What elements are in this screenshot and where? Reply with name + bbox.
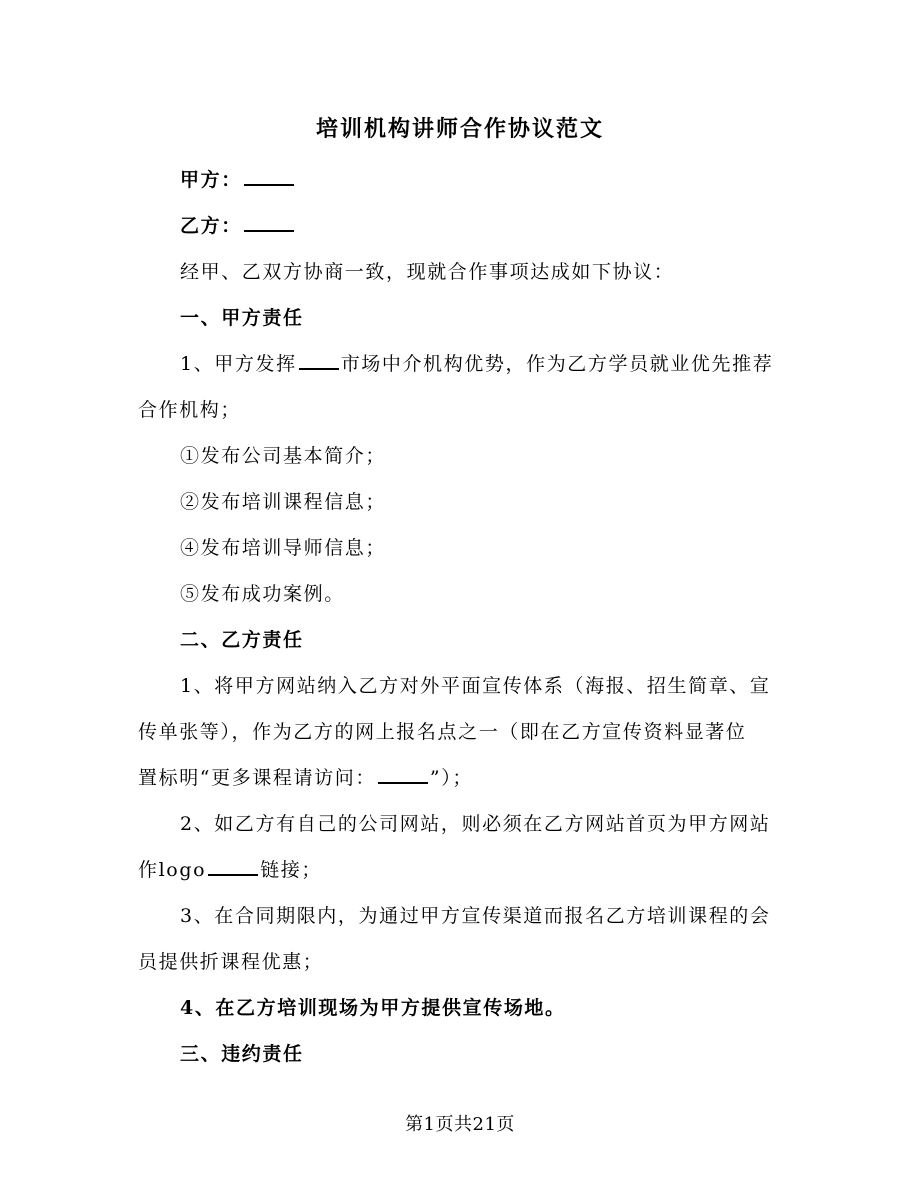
party-b-line <box>180 212 788 240</box>
s2-item2-line1: 2、如乙方有自己的公司网站，则必须在乙方网站首页为甲方网站 <box>180 813 771 835</box>
party-b-blank <box>244 212 294 232</box>
s2-item2-blank <box>208 856 258 876</box>
s1-sub-item-1: ①发布公司基本简介； <box>180 445 387 467</box>
s2-item2-text-a: 作logo <box>138 859 207 881</box>
s1-item1-text-b: 市场中介机构优势，作为乙方学员就业优先推荐 <box>340 353 774 375</box>
s1-item1-blank <box>299 350 339 370</box>
party-a-label: 甲方： <box>180 169 242 191</box>
s1-sub-item-4: ⑤发布成功案例。 <box>180 583 345 605</box>
s2-item2-line2 <box>138 856 788 884</box>
s1-item1-line2: 合作机构； <box>138 399 242 421</box>
party-b-label: 乙方： <box>180 215 242 237</box>
s2-item1-text-b: ”）； <box>429 767 473 789</box>
s2-item3-line1: 3、在合同期限内，为通过甲方宣传渠道而报名乙方培训课程的会 <box>180 905 771 927</box>
s2-item4: 4、在乙方培训现场为甲方提供宣传场地。 <box>180 997 566 1019</box>
s1-item1-text-a: 1、甲方发挥 <box>180 353 297 375</box>
s2-item1-line2: 传单张等），作为乙方的网上报名点之一（即在乙方宣传资料显著位 <box>138 721 747 743</box>
s1-item1-line1 <box>180 350 788 378</box>
s2-item2-text-b: 链接； <box>260 859 322 881</box>
s2-item1-line3 <box>138 764 788 792</box>
party-a-line <box>180 166 788 194</box>
s2-item1-blank <box>378 764 428 784</box>
s2-item3-line2: 员提供折课程优惠； <box>138 951 324 973</box>
party-a-blank <box>244 166 294 186</box>
section2-heading: 二、乙方责任 <box>180 629 304 651</box>
section3-heading: 三、违约责任 <box>180 1043 304 1065</box>
section1-heading: 一、甲方责任 <box>180 307 304 329</box>
intro-paragraph: 经甲、乙双方协商一致，现就合作事项达成如下协议： <box>180 261 675 283</box>
s2-item1-line1: 1、将甲方网站纳入乙方对外平面宣传体系（海报、招生简章、宣 <box>180 675 771 697</box>
page-number-footer: 第1页共21页 <box>405 1114 515 1135</box>
document-title: 培训机构讲师合作协议范文 <box>315 116 604 142</box>
s1-sub-item-2: ②发布培训课程信息； <box>180 491 387 513</box>
s1-sub-item-3: ④发布培训导师信息； <box>180 537 387 559</box>
s2-item1-text-a: 置标明“更多课程请访问： <box>138 767 376 789</box>
